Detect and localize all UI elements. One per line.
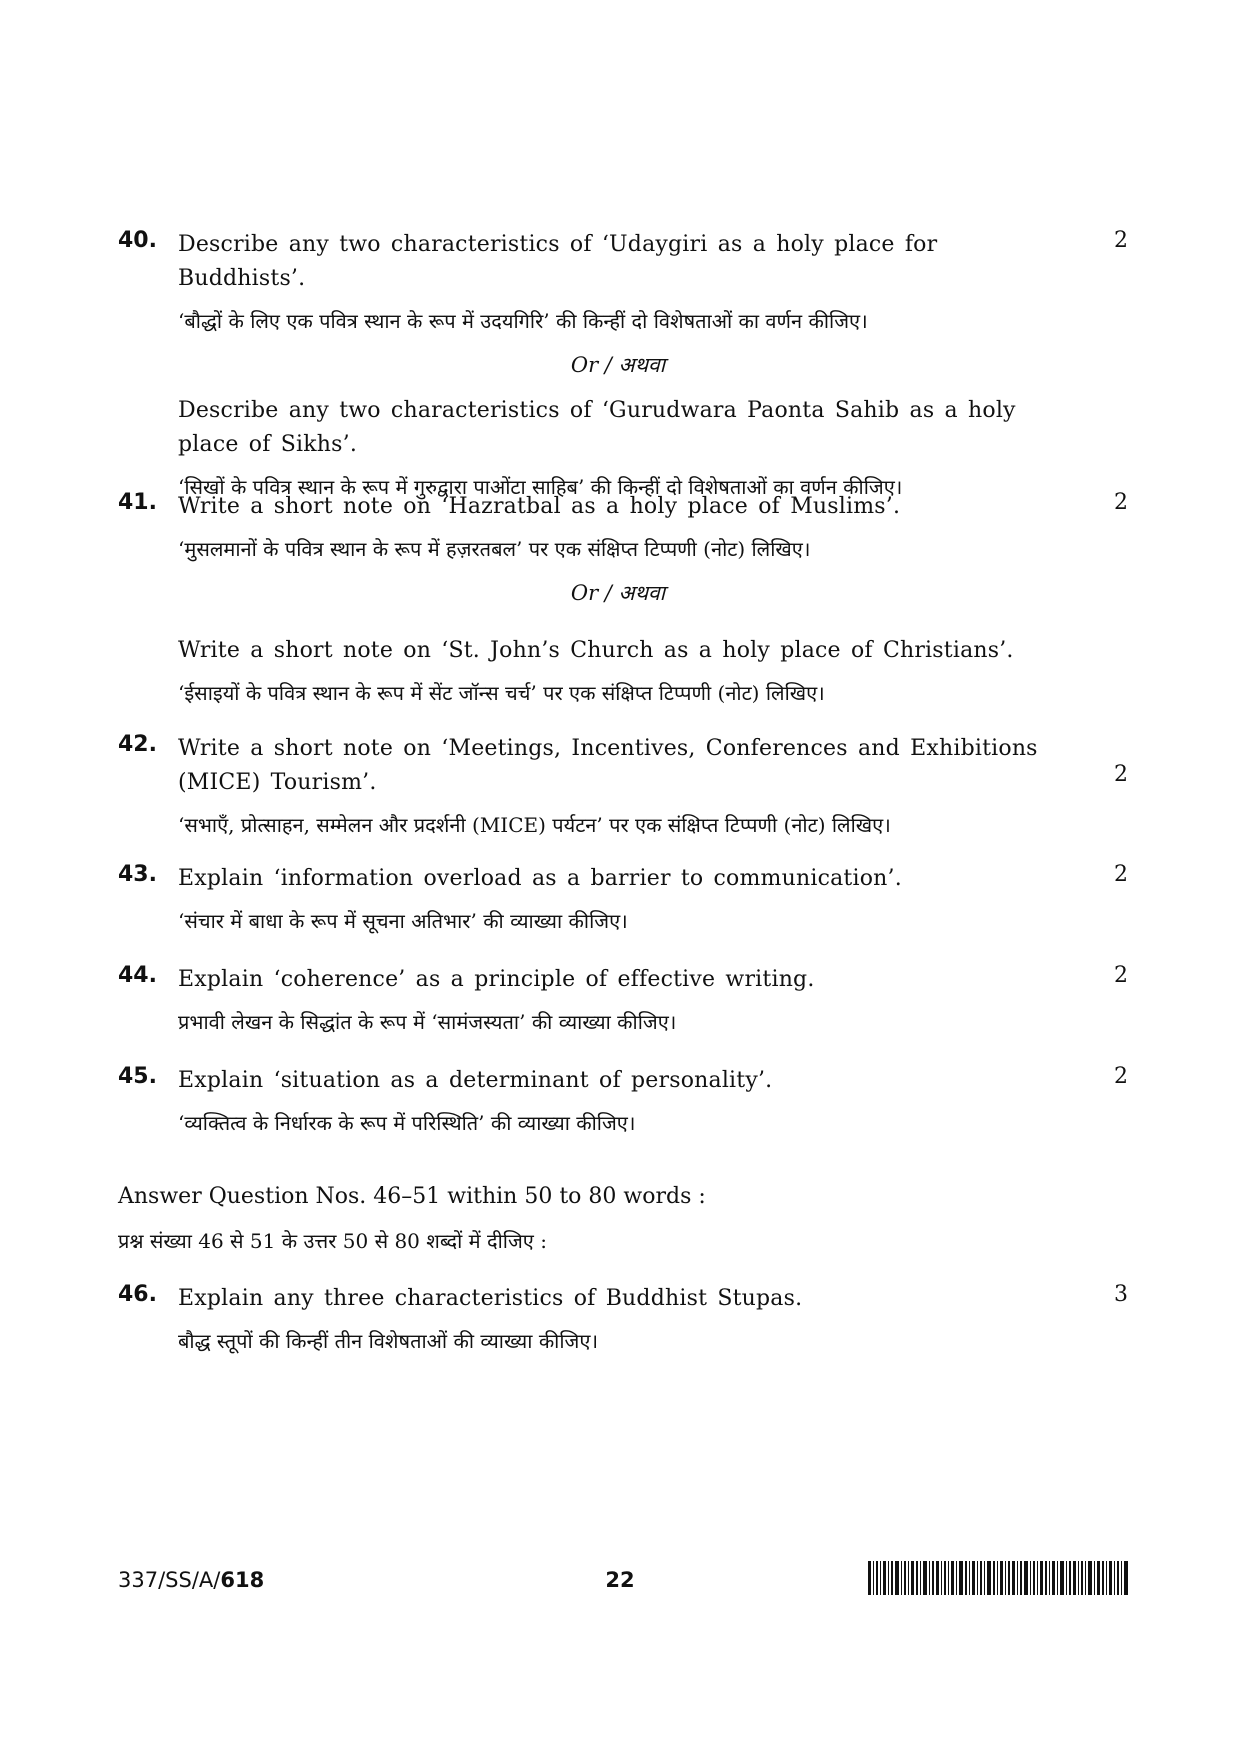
alt-question-text-en-line2: place of Sikhs’. bbox=[178, 432, 358, 457]
question-text-en: Explain ‘coherence’ as a principle of effective writing. bbox=[178, 967, 815, 992]
question-text-hi: प्रभावी लेखन के सिद्धांत के रूप में ‘सामंजस्यता’ की व्याख्या कीजिए। bbox=[178, 1010, 677, 1034]
question-41 bbox=[118, 490, 1128, 710]
question-number: 45. bbox=[118, 1064, 157, 1089]
question-text-en: Write a short note on ‘Hazratbal as a holy place of Muslims’. bbox=[178, 494, 901, 519]
question-marks: 2 bbox=[1114, 1064, 1128, 1089]
question-text-hi: बौद्ध स्तूपों की किन्हीं तीन विशेषताओं की व्याख्या कीजिए। bbox=[178, 1329, 599, 1353]
question-40 bbox=[118, 228, 1128, 504]
question-42 bbox=[118, 732, 1128, 842]
question-text-hi: ‘सभाएँ, प्रोत्साहन, सम्मेलन और प्रदर्शनी (MICE) पर्यटन’ पर एक संक्षिप्त टिप्पणी (नोट) लिखिए। bbox=[178, 813, 891, 837]
question-45 bbox=[118, 1064, 1128, 1140]
question-text-hi: ‘मुसलमानों के पवित्र स्थान के रूप में हज़रतबल’ पर एक संक्षिप्त टिप्पणी (नोट) लिखिए। bbox=[178, 537, 811, 561]
question-text-hi: ‘संचार में बाधा के रूप में सूचना अतिभार’ की व्याख्या कीजिए। bbox=[178, 909, 628, 933]
section-instruction bbox=[118, 1180, 1118, 1258]
or-divider: Or / अथवा bbox=[570, 581, 666, 605]
question-marks: 2 bbox=[1114, 862, 1128, 887]
question-44 bbox=[118, 963, 1128, 1039]
question-marks: 3 bbox=[1114, 1282, 1128, 1307]
question-number: 42. bbox=[118, 732, 157, 757]
question-marks: 2 bbox=[1114, 762, 1128, 787]
question-marks: 2 bbox=[1114, 228, 1128, 253]
question-number: 43. bbox=[118, 862, 157, 887]
question-text-en-line2: (MICE) Tourism’. bbox=[178, 770, 377, 795]
question-number: 46. bbox=[118, 1282, 157, 1307]
question-text-hi: ‘व्यक्तित्व के निर्धारक के रूप में परिस्थिति’ की व्याख्या कीजिए। bbox=[178, 1111, 636, 1135]
question-text-en: Explain any three characteristics of Buddhist Stupas. bbox=[178, 1286, 803, 1311]
question-number: 41. bbox=[118, 490, 157, 515]
paper-code: 337/SS/A/618 bbox=[118, 1568, 265, 1592]
alt-question-text-en: Write a short note on ‘St. John’s Church as a holy place of Christians’. bbox=[178, 638, 1014, 663]
page-number: 22 bbox=[605, 1568, 635, 1592]
question-number: 44. bbox=[118, 963, 157, 988]
instruction-hi: प्रश्न संख्या 46 से 51 के उत्तर 50 से 80 शब्दों में दीजिए : bbox=[118, 1229, 547, 1253]
question-text-en-line1: Write a short note on ‘Meetings, Incentives, Conferences and Exhibitions bbox=[178, 736, 1038, 761]
question-43 bbox=[118, 862, 1128, 938]
alt-question-text-en-line1: Describe any two characteristics of ‘Gurudwara Paonta Sahib as a holy bbox=[178, 398, 1016, 423]
alt-question-text-hi: ‘ईसाइयों के पवित्र स्थान के रूप में सेंट जॉन्स चर्च’ पर एक संक्षिप्त टिप्पणी (नोट) लिखिए। bbox=[178, 681, 825, 705]
question-marks: 2 bbox=[1114, 963, 1128, 988]
question-46 bbox=[118, 1282, 1128, 1358]
question-text-hi: ‘बौद्धों के लिए एक पवित्र स्थान के रूप में उदयगिरि’ की किन्हीं दो विशेषताओं का वर्णन कीजिए। bbox=[178, 309, 868, 333]
or-divider: Or / अथवा bbox=[570, 353, 666, 377]
question-marks: 2 bbox=[1114, 490, 1128, 515]
question-text-en: Explain ‘situation as a determinant of personality’. bbox=[178, 1068, 773, 1093]
question-text-en: Describe any two characteristics of ‘Udaygiri as a holy place for Buddhists’. bbox=[178, 232, 938, 291]
barcode-icon bbox=[868, 1561, 1128, 1595]
instruction-en: Answer Question Nos. 46–51 within 50 to 80 words : bbox=[118, 1184, 706, 1209]
question-text-en: Explain ‘information overload as a barrier to communication’. bbox=[178, 866, 902, 891]
alt-question-text-hi: ‘सिखों के पवित्र स्थान के रूप में गुरुद्वारा पाओंटा साहिब’ की किन्हीं दो विशेषताओं का वर्णन कीजिए। bbox=[178, 475, 903, 499]
question-number: 40. bbox=[118, 228, 157, 253]
